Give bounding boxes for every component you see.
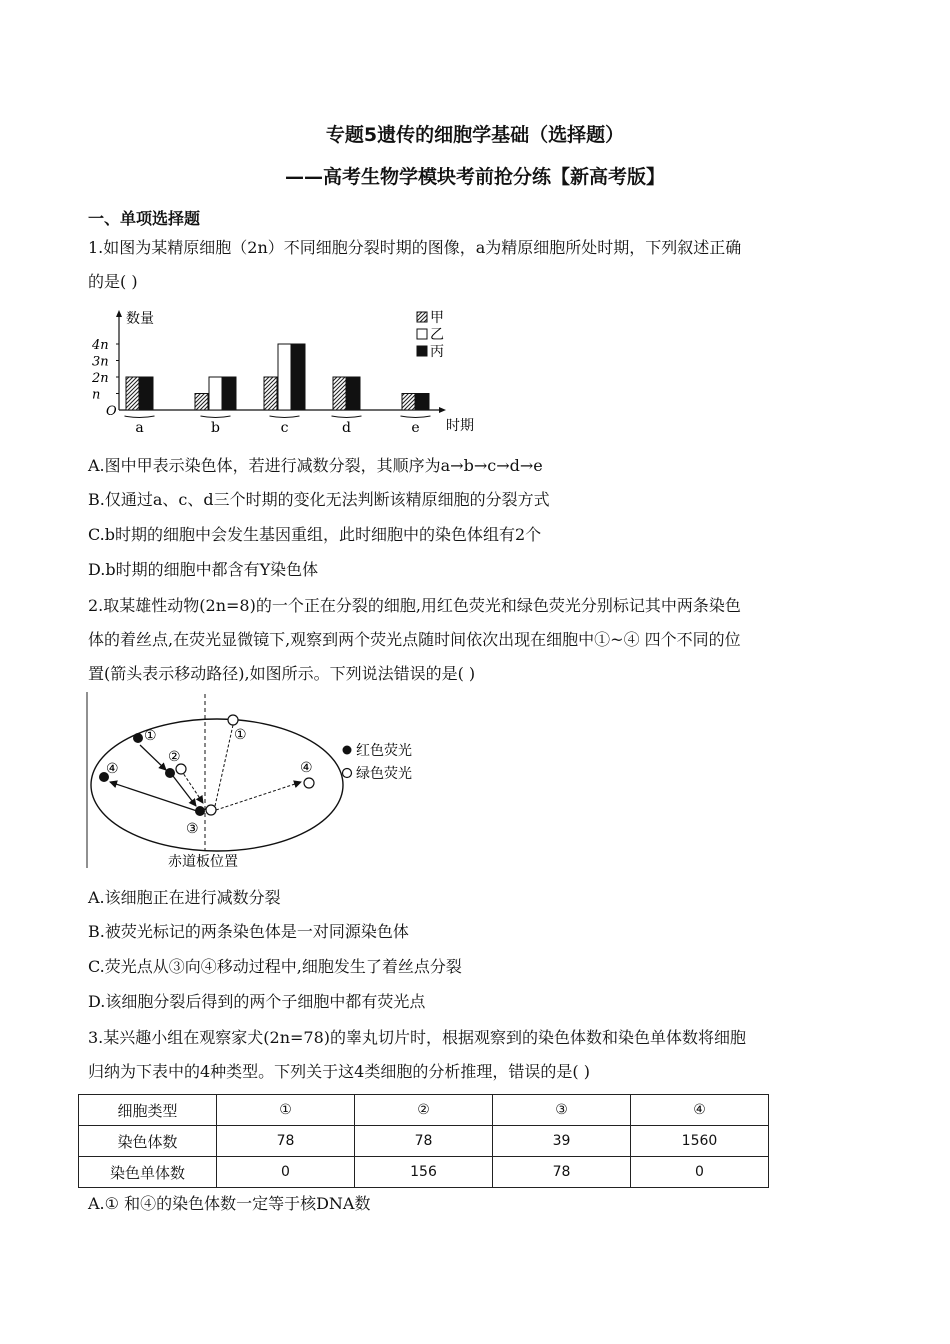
x-tick-label: d — [342, 420, 351, 436]
q3-option-a[interactable]: A.① 和④的染色体数一定等于核DNA数 — [88, 1194, 371, 1213]
green-label-1: ① — [234, 727, 247, 743]
bar-甲-b — [195, 394, 208, 411]
y-tick-label: n — [92, 387, 101, 403]
table-header-row — [79, 1095, 769, 1126]
page-title: 专题5遗传的细胞学基础（选择题） — [325, 124, 625, 146]
table-cell: 0 — [217, 1157, 355, 1188]
q1-option-b[interactable]: B.仅通过a、c、d三个时期的变化无法判断该精原细胞的分裂方式 — [88, 490, 550, 509]
x-tick-label: a — [135, 420, 144, 436]
red-dot-3 — [195, 806, 205, 816]
q2-stem-line3: 置(箭头表示移动路径),如图所示。下列说法错误的是( ) — [88, 664, 476, 683]
table-cell: 78 — [493, 1157, 631, 1188]
label-2: ② — [168, 749, 181, 765]
table-cell: 染色体数 — [79, 1126, 217, 1157]
bar-甲-a — [126, 377, 139, 410]
legend-green-dot — [343, 769, 352, 778]
y-axis-arrow-icon — [116, 310, 122, 317]
x-tick-label: e — [411, 420, 420, 436]
x-tick-label: b — [211, 420, 220, 436]
green-dot-4 — [304, 778, 314, 788]
category-brace — [270, 416, 300, 418]
table-row — [79, 1126, 769, 1157]
table-cell: 39 — [493, 1126, 631, 1157]
table-cell: 156 — [355, 1157, 493, 1188]
legend-swatch-white — [417, 329, 427, 339]
q3-stem-line1: 3.某兴趣小组在观察家犬(2n=78)的睾丸切片时，根据观察到的染色体数和染色单体数将细胞 — [88, 1028, 747, 1047]
origin-label: O — [106, 404, 117, 419]
q1-option-d[interactable]: D.b时期的细胞中都含有Y染色体 — [88, 560, 319, 579]
bar-乙-c — [278, 344, 291, 410]
legend-label: 丙 — [430, 344, 444, 360]
legend-label: 甲 — [430, 310, 444, 326]
y-tick-label: 2n — [92, 371, 109, 386]
red-path-1-2 — [140, 745, 166, 770]
q2-cell-diagram — [86, 692, 446, 872]
legend-red-label: 红色荧光 — [356, 743, 412, 759]
red-label-1: ① — [144, 728, 157, 744]
table-row — [79, 1157, 769, 1188]
q1-stem-line2: 的是( ) — [88, 272, 138, 291]
table-header-cell: 细胞类型 — [79, 1095, 217, 1126]
bar-丙-a — [140, 377, 153, 410]
category-brace — [401, 416, 431, 418]
green-path-1-3 — [215, 725, 233, 806]
bar-丙-c — [292, 344, 305, 410]
q3-stem-line2: 归纳为下表中的4种类型。下列关于这4类细胞的分析推理，错误的是( ) — [88, 1062, 590, 1081]
q2-stem-line2: 体的着丝点,在荧光显微镜下,观察到两个荧光点随时间依次出现在细胞中①~④ 四个不同的位 — [88, 630, 741, 649]
green-dot-1 — [228, 715, 238, 725]
red-path-2-3 — [173, 776, 196, 806]
red-label-4: ④ — [106, 761, 119, 777]
table-cell: 1560 — [631, 1126, 769, 1157]
figure-caption: 赤道板位置 — [168, 854, 238, 870]
green-path-2-3 — [181, 770, 203, 803]
bar-丙-e — [416, 394, 429, 411]
green-path-3-4 — [216, 782, 301, 810]
y-axis-label: 数量 — [126, 311, 154, 327]
red-dot-1 — [133, 733, 143, 743]
page-subtitle: ——高考生物学模块考前抢分练【新高考版】 — [284, 166, 665, 188]
q1-option-c[interactable]: C.b时期的细胞中会发生基因重组，此时细胞中的染色体组有2个 — [88, 525, 542, 544]
x-axis-label: 时期 — [446, 418, 474, 434]
category-brace — [125, 416, 155, 418]
red-path-3-4 — [110, 782, 200, 812]
bar-甲-c — [264, 377, 277, 410]
section-heading: 一、单项选择题 — [88, 209, 201, 228]
q2-stem-line1: 2.取某雄性动物(2n=8)的一个正在分裂的细胞,用红色荧光和绿色荧光分别标记其中两条染色 — [88, 596, 741, 615]
q2-option-b[interactable]: B.被荧光标记的两条染色体是一对同源染色体 — [88, 922, 409, 941]
legend-swatch-hatched — [417, 312, 427, 322]
table-cell: 染色单体数 — [79, 1157, 217, 1188]
cell-type-table — [78, 1094, 769, 1188]
green-dot-3 — [206, 805, 216, 815]
bar-丙-d — [347, 377, 360, 410]
legend-swatch-black — [417, 346, 427, 356]
table-header-cell: ② — [355, 1095, 493, 1126]
legend-green-label: 绿色荧光 — [356, 766, 412, 782]
x-axis-arrow-icon — [439, 407, 446, 413]
y-tick-label: 4n — [92, 338, 109, 353]
table-cell: 78 — [217, 1126, 355, 1157]
table-cell: 78 — [355, 1126, 493, 1157]
q1-option-a[interactable]: A.图中甲表示染色体，若进行减数分裂，其顺序为a→b→c→d→e — [88, 456, 543, 475]
category-brace — [332, 416, 362, 418]
table-header-cell: ④ — [631, 1095, 769, 1126]
bar-甲-e — [402, 394, 415, 411]
y-tick-label: 3n — [92, 354, 109, 370]
table-header-cell: ③ — [493, 1095, 631, 1126]
bar-乙-b — [209, 377, 222, 410]
bar-丙-b — [223, 377, 236, 410]
red-dot-2 — [165, 768, 175, 778]
green-label-4: ④ — [300, 760, 313, 776]
q2-option-d[interactable]: D.该细胞分裂后得到的两个子细胞中都有荧光点 — [88, 992, 426, 1011]
q2-option-a[interactable]: A.该细胞正在进行减数分裂 — [88, 888, 281, 907]
x-tick-label: c — [280, 420, 289, 436]
bar-甲-d — [333, 377, 346, 410]
q1-stem-line1: 1.如图为某精原细胞（2n）不同细胞分裂时期的图像，a为精原细胞所处时期，下列叙述正确 — [88, 238, 742, 257]
category-brace — [201, 416, 231, 418]
legend-label: 乙 — [430, 327, 444, 343]
green-dot-2 — [176, 764, 186, 774]
table-header-cell: ① — [217, 1095, 355, 1126]
label-3: ③ — [186, 821, 199, 837]
legend-red-dot — [343, 746, 352, 755]
q2-option-c[interactable]: C.荧光点从③向④移动过程中,细胞发生了着丝点分裂 — [88, 957, 462, 976]
table-cell: 0 — [631, 1157, 769, 1188]
q1-bar-chart — [92, 306, 492, 438]
